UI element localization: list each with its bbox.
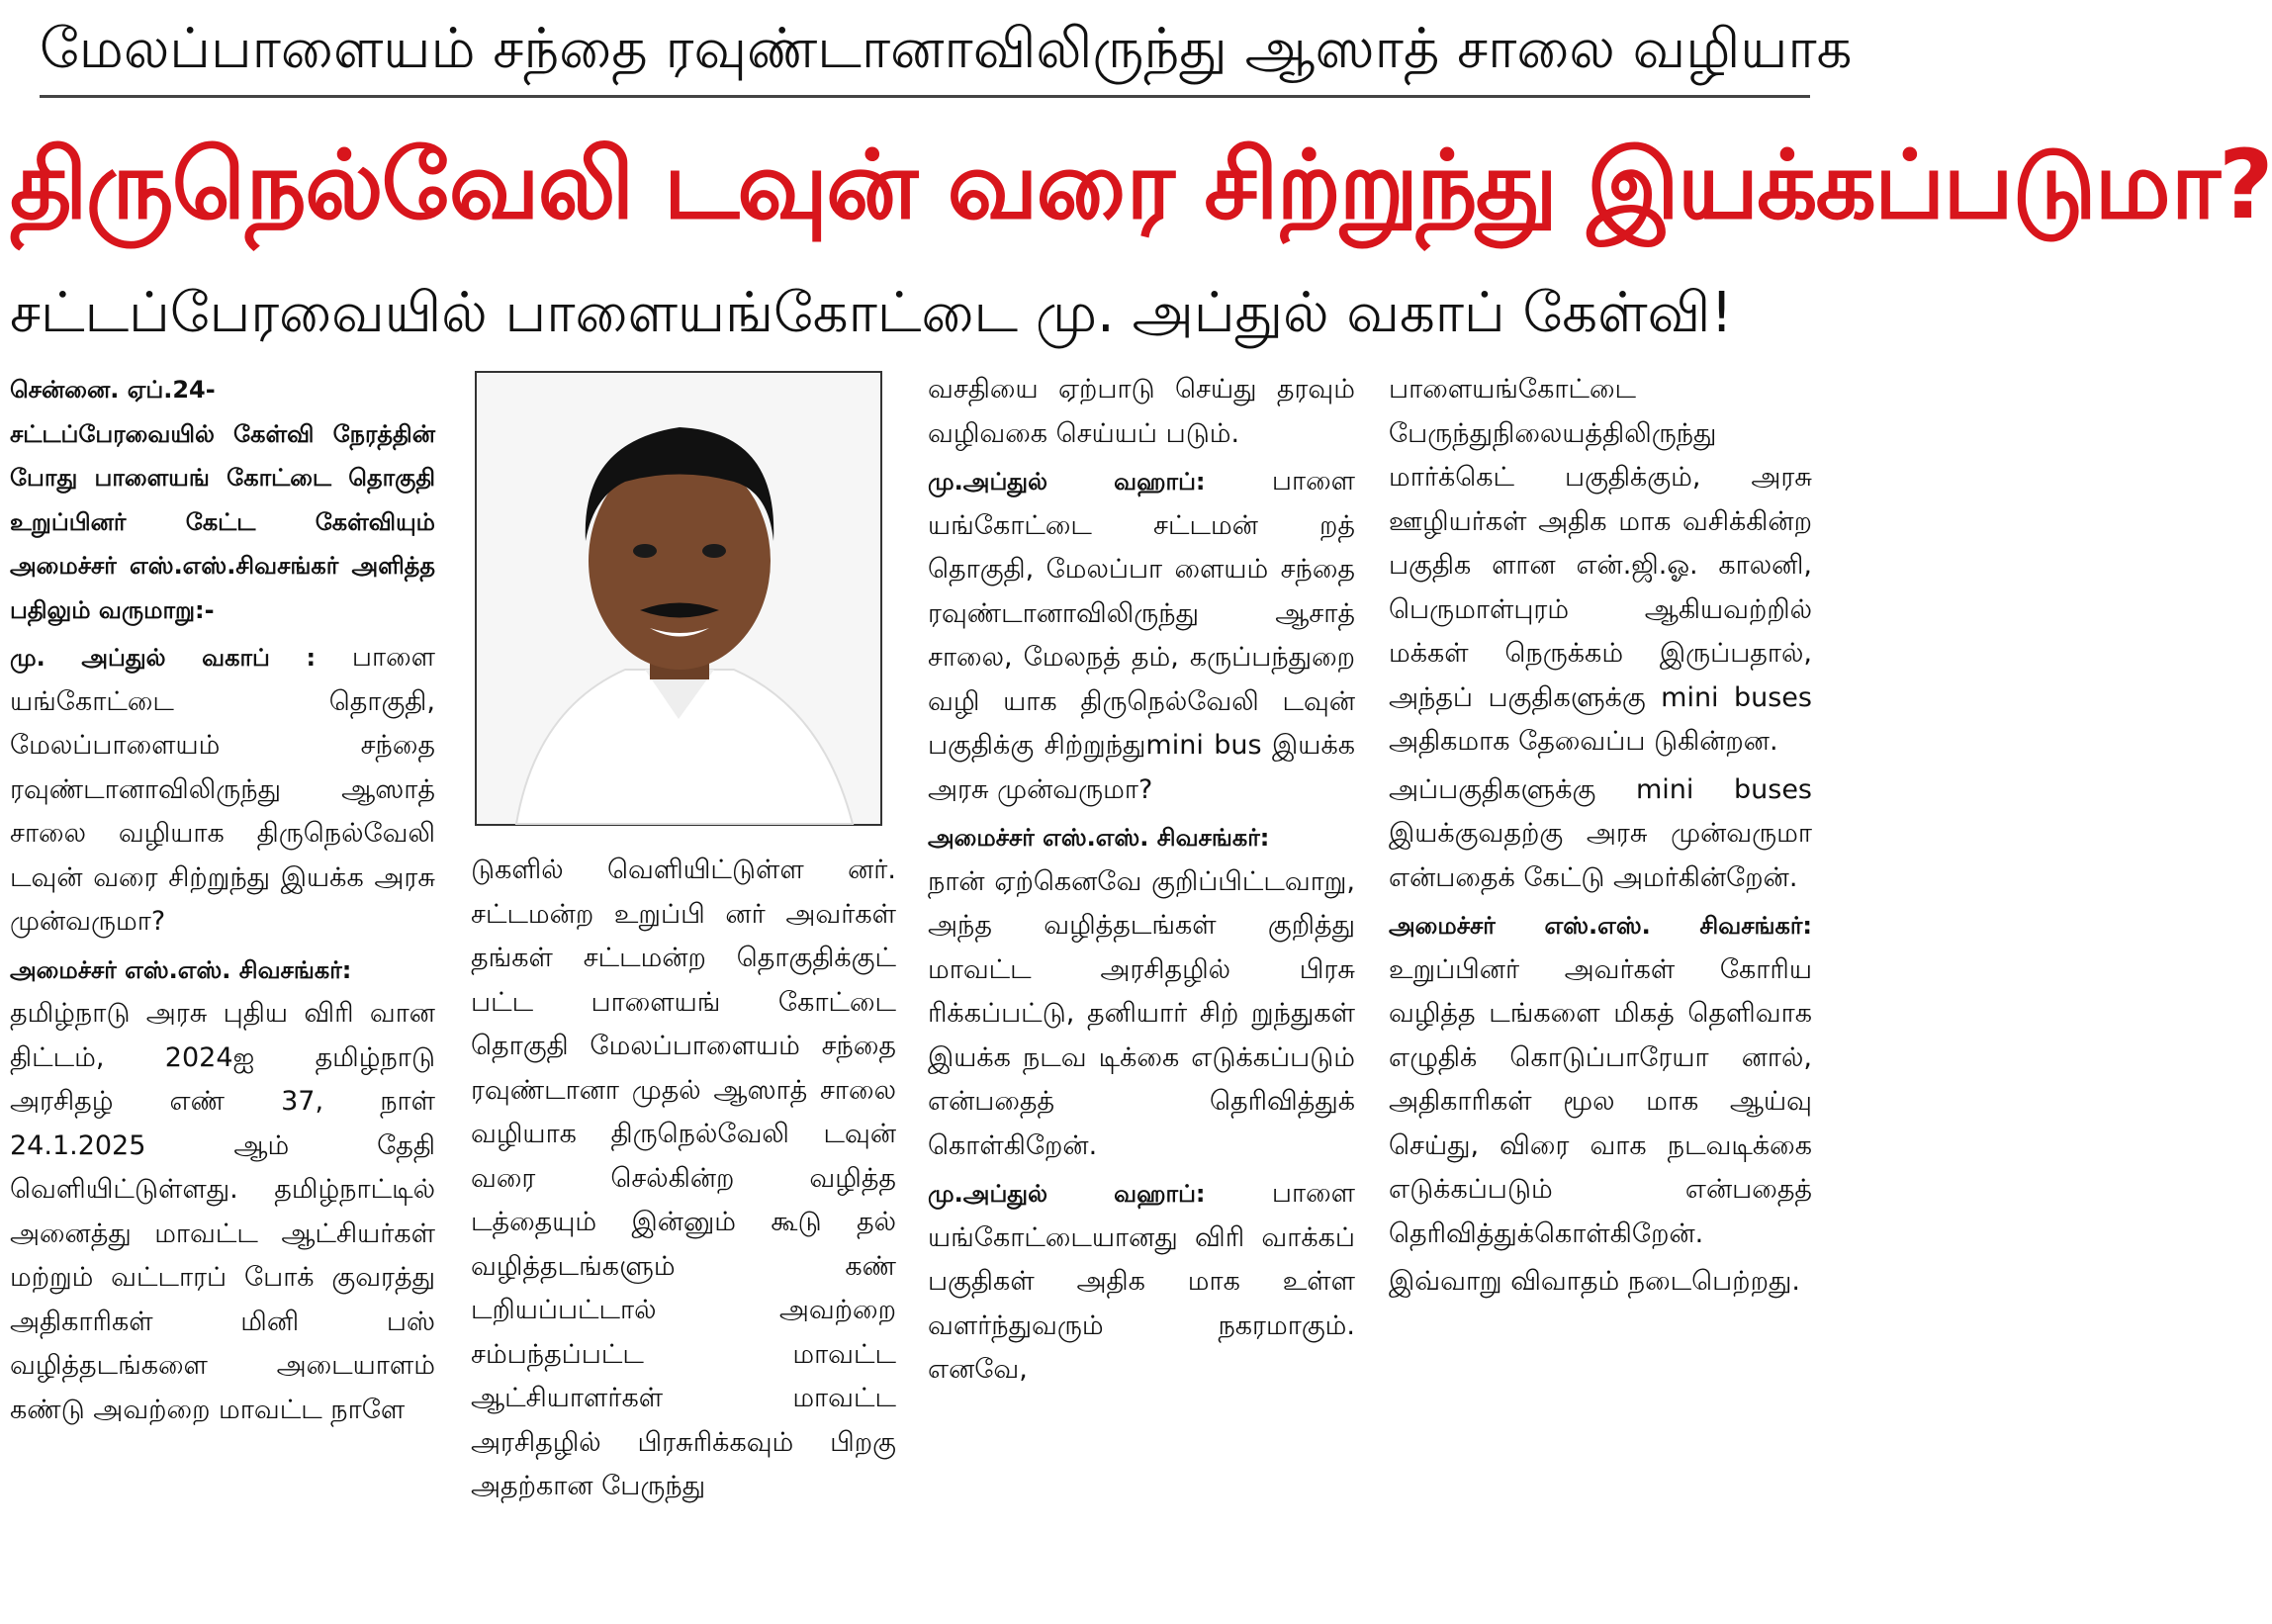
question-3 <box>928 1172 1355 1393</box>
column-3 <box>928 368 1355 1614</box>
column-4 <box>1389 368 1812 1614</box>
question-3-closing: அப்பகுதிகளுக்கு mini buses இயக்குவதற்கு அரசு முன்வருமா என்பதைக் கேட்டு அமர்கின்றேன். <box>1389 773 1812 893</box>
speaker-mla: மு. அப்துல் வகாப் : <box>10 644 317 672</box>
question-2 <box>928 460 1355 812</box>
question-1 <box>10 636 435 945</box>
portrait-photo <box>475 371 882 826</box>
column-2 <box>471 849 896 1620</box>
question-3-text: பாளை யங்கோட்டையானது விரி வாக்கப் பகுதிகள் அதிக மாக உள்ள வளர்ந்துவரும் நகரமாகும். எனவே, <box>928 1178 1355 1385</box>
closing-line: இவ்வாறு விவாதம் நடைபெற்றது. <box>1389 1266 1800 1297</box>
question-2-text: பாளை யங்கோட்டை சட்டமன் றத் தொகுதி, மேலப்பா ளையம் சந்தை ரவுண்டானாவிலிருந்து ஆசாத் சாலை, மேலநத் தம், கருப்பந்துறை வழி யாக திருநெல்வேலி டவுன் பகுதிக்கு சிற்றுந்துmini bus இயக்க அரசு முன்வருமா? <box>928 466 1355 805</box>
speaker-mla-3: மு.அப்துல் வஹாப்: <box>928 1180 1206 1208</box>
answer-1-part-1: தமிழ்நாடு அரசு புதிய விரி வான திட்டம், 2024ஐ தமிழ்நாடு அரசிதழ் எண் 37, நாள் 24.1.2025 ஆம் தேதி வெளியிட்டுள்ளது. தமிழ்நாட்டில் அனைத்து மாவட்ட ஆட்சியர்கள் மற்றும் வட்டாரப் போக் குவரத்து அதிகாரிகள் மினி பஸ் வழித்தடங்களை அடையாளம் கண்டு அவற்றை மாவட்ட நாளே <box>10 998 435 1425</box>
speaker-minister: அமைச்சர் எஸ்.எஸ். சிவசங்கர்: <box>10 955 352 984</box>
main-headline: திருநெல்வேலி டவுன் வரை சிற்றுந்து இயக்கப்படுமா? <box>10 130 2272 240</box>
kicker-headline: மேலப்பாளையம் சந்தை ரவுண்டானாவிலிருந்து ஆஸாத் சாலை வழியாக <box>40 17 1853 81</box>
dateline: சென்னை. ஏப்.24- <box>10 376 216 404</box>
speaker-mla-2: மு.அப்துல் வஹாப்: <box>928 468 1206 496</box>
question-1-text: பாளை யங்கோட்டை தொகுதி, மேலப்பாளையம் சந்தை ரவுண்டானாவிலிருந்து ஆஸாத் சாலை வழியாக திருநெல்வேலி டவுன் வரை சிற்றுந்து இயக்க அரசு முன்வருமா? <box>10 642 435 937</box>
answer-1-part-3: வசதியை ஏற்பாடு செய்து தரவும் வழிவகை செய்யப் படும். <box>928 374 1355 449</box>
intro-paragraph: சட்டப்பேரவையில் கேள்வி நேரத்தின் போது பாளையங் கோட்டை தொகுதி உறுப்பினர் கேட்ட கேள்வியும் அமைச்சர் எஸ்.எஸ்.சிவசங்கர் அளித்த பதிலும் வருமாறு:- <box>10 419 435 624</box>
question-3-continued: பாளையங்கோட்டை பேருந்துநிலையத்திலிருந்து மார்க்கெட் பகுதிக்கும், அரசு ஊழியர்கள் அதிக மாக வசிக்கின்ற பகுதிக ளான என்.ஜி.ஓ. காலனி, பெருமாள்புரம் ஆகியவற்றில் மக்கள் நெருக்கம் இருப்பதால், அந்தப் பகுதிகளுக்கு mini buses அதிகமாக தேவைப்ப டுகின்றன. <box>1389 374 1812 757</box>
speaker-minister-2: அமைச்சர் எஸ்.எஸ். சிவசங்கர்: <box>928 824 1270 852</box>
answer-1-part-2: டுகளில் வெளியிட்டுள்ள னர். சட்டமன்ற உறுப்பி னர் அவர்கள் தங்கள் சட்டமன்ற தொகுதிக்குட் பட்ட பாளையங் கோட்டை தொகுதி மேலப்பாளையம் சந்தை ரவுண்டானா முதல் ஆஸாத் சாலை வழியாக திருநெல்வேலி டவுன் வரை செல்கின்ற வழித்த டத்தையும் இன்னும் கூடு தல் வழித்தடங்களும் கண் டறியப்பட்டால் அவற்றை சம்பந்தப்பட்ட மாவட்ட ஆட்சியாளர்கள் மாவட்ட அரசிதழில் பிரசுரிக்கவும் பிறகு அதற்கான பேருந்து <box>471 855 896 1501</box>
sub-headline: சட்டப்பேரவையில் பாளையங்கோட்டை மு. அப்துல் வகாப் கேள்வி! <box>10 281 1733 345</box>
answer-3-text: உறுப்பினர் அவர்கள் கோரிய வழித்த டங்களை மிகத் தெளிவாக எழுதிக் கொடுப்பாரேயா னால், அதிகாரிகள் மூல மாக ஆய்வு செய்து, விரை வாக நடவடிக்கை எடுக்கப்படும் என்பதைத் தெரிவித்துக்கொள்கிறேன். <box>1389 953 1812 1249</box>
portrait-illustration <box>477 373 880 824</box>
speaker-minister-3: அமைச்சர் எஸ்.எஸ். சிவசங்கர்: <box>1389 912 1812 940</box>
column-1 <box>10 368 435 1614</box>
answer-2: நான் ஏற்கெனவே குறிப்பிட்டவாறு, அந்த வழித்தடங்கள் குறித்து மாவட்ட அரசிதழில் பிரசு ரிக்கப்பட்டு, தனியார் சிற் றுந்துகள் இயக்க நடவ டிக்கை எடுக்கப்படும் என்பதைத் தெரிவித்துக் கொள்கிறேன். <box>928 865 1355 1161</box>
kicker-divider <box>40 95 1810 98</box>
answer-3 <box>1389 904 1812 1256</box>
